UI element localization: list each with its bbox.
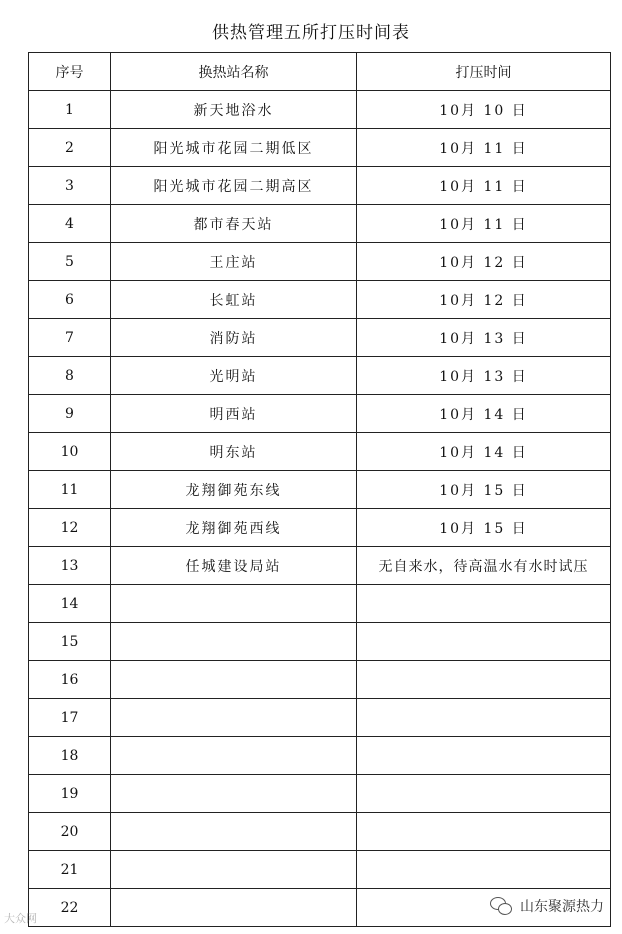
row-number: 3 [29,167,111,205]
row-number: 19 [29,775,111,813]
pressure-test-time [357,699,611,737]
table-row [29,91,611,129]
station-name: 明东站 [111,433,357,471]
station-name [111,699,357,737]
station-name: 龙翔御苑西线 [111,509,357,547]
row-number: 9 [29,395,111,433]
table-row [29,699,611,737]
station-name: 光明站 [111,357,357,395]
pressure-test-time: 10月 10 日 [357,91,611,129]
table-row [29,661,611,699]
pressure-test-time: 10月 11 日 [357,205,611,243]
pressure-test-time [357,623,611,661]
row-number: 15 [29,623,111,661]
row-number: 22 [29,889,111,927]
table-row [29,585,611,623]
pressure-test-time: 10月 11 日 [357,167,611,205]
table-row [29,509,611,547]
pressure-test-time: 10月 11 日 [357,129,611,167]
table-row [29,357,611,395]
header-number: 序号 [29,53,111,91]
schedule-table [28,52,611,927]
header-pressure-test-time: 打压时间 [357,53,611,91]
watermark-account [490,896,604,916]
row-number: 8 [29,357,111,395]
station-name [111,889,357,927]
pressure-test-time: 10月 14 日 [357,433,611,471]
table-row [29,281,611,319]
station-name: 阳光城市花园二期低区 [111,129,357,167]
table-row [29,433,611,471]
table-row [29,205,611,243]
station-name: 龙翔御苑东线 [111,471,357,509]
station-name: 消防站 [111,319,357,357]
watermark-left: 大众网 [4,912,37,925]
station-name [111,661,357,699]
table-row [29,129,611,167]
pressure-test-time: 10月 14 日 [357,395,611,433]
pressure-test-time: 10月 13 日 [357,319,611,357]
table-row [29,775,611,813]
station-name: 任城建设局站 [111,547,357,585]
row-number: 10 [29,433,111,471]
row-number: 6 [29,281,111,319]
pressure-test-time [357,813,611,851]
station-name: 王庄站 [111,243,357,281]
station-name [111,585,357,623]
station-name: 新天地浴水 [111,91,357,129]
station-name [111,623,357,661]
row-number: 13 [29,547,111,585]
row-number: 2 [29,129,111,167]
pressure-test-time: 无自来水，待高温水有水时试压 [357,547,611,585]
schedule-body [29,91,611,927]
row-number: 16 [29,661,111,699]
station-name [111,775,357,813]
pressure-test-time [357,661,611,699]
table-row [29,319,611,357]
header-station-name: 换热站名称 [111,53,357,91]
row-number: 12 [29,509,111,547]
row-number: 18 [29,737,111,775]
table-row [29,851,611,889]
pressure-test-time: 10月 15 日 [357,509,611,547]
pressure-test-time: 10月 12 日 [357,281,611,319]
header-row [29,53,611,91]
pressure-test-time: 10月 15 日 [357,471,611,509]
row-number: 21 [29,851,111,889]
table-row [29,737,611,775]
row-number: 1 [29,91,111,129]
table-row [29,243,611,281]
wechat-icon [490,897,512,915]
row-number: 20 [29,813,111,851]
row-number: 4 [29,205,111,243]
pressure-test-time [357,775,611,813]
station-name [111,851,357,889]
station-name: 都市春天站 [111,205,357,243]
station-name: 明西站 [111,395,357,433]
table-row [29,167,611,205]
station-name [111,737,357,775]
table-row [29,623,611,661]
row-number: 14 [29,585,111,623]
table-row [29,547,611,585]
account-name: 山东聚源热力 [520,899,604,915]
pressure-test-time [357,585,611,623]
pressure-test-time [357,737,611,775]
row-number: 11 [29,471,111,509]
table-row [29,813,611,851]
row-number: 7 [29,319,111,357]
row-number: 5 [29,243,111,281]
pressure-test-time [357,851,611,889]
pressure-test-time: 10月 13 日 [357,357,611,395]
station-name [111,813,357,851]
table-row [29,471,611,509]
table-row [29,395,611,433]
station-name: 长虹站 [111,281,357,319]
row-number: 17 [29,699,111,737]
station-name: 阳光城市花园二期高区 [111,167,357,205]
page-title: 供热管理五所打压时间表 [212,23,410,43]
pressure-test-time: 10月 12 日 [357,243,611,281]
